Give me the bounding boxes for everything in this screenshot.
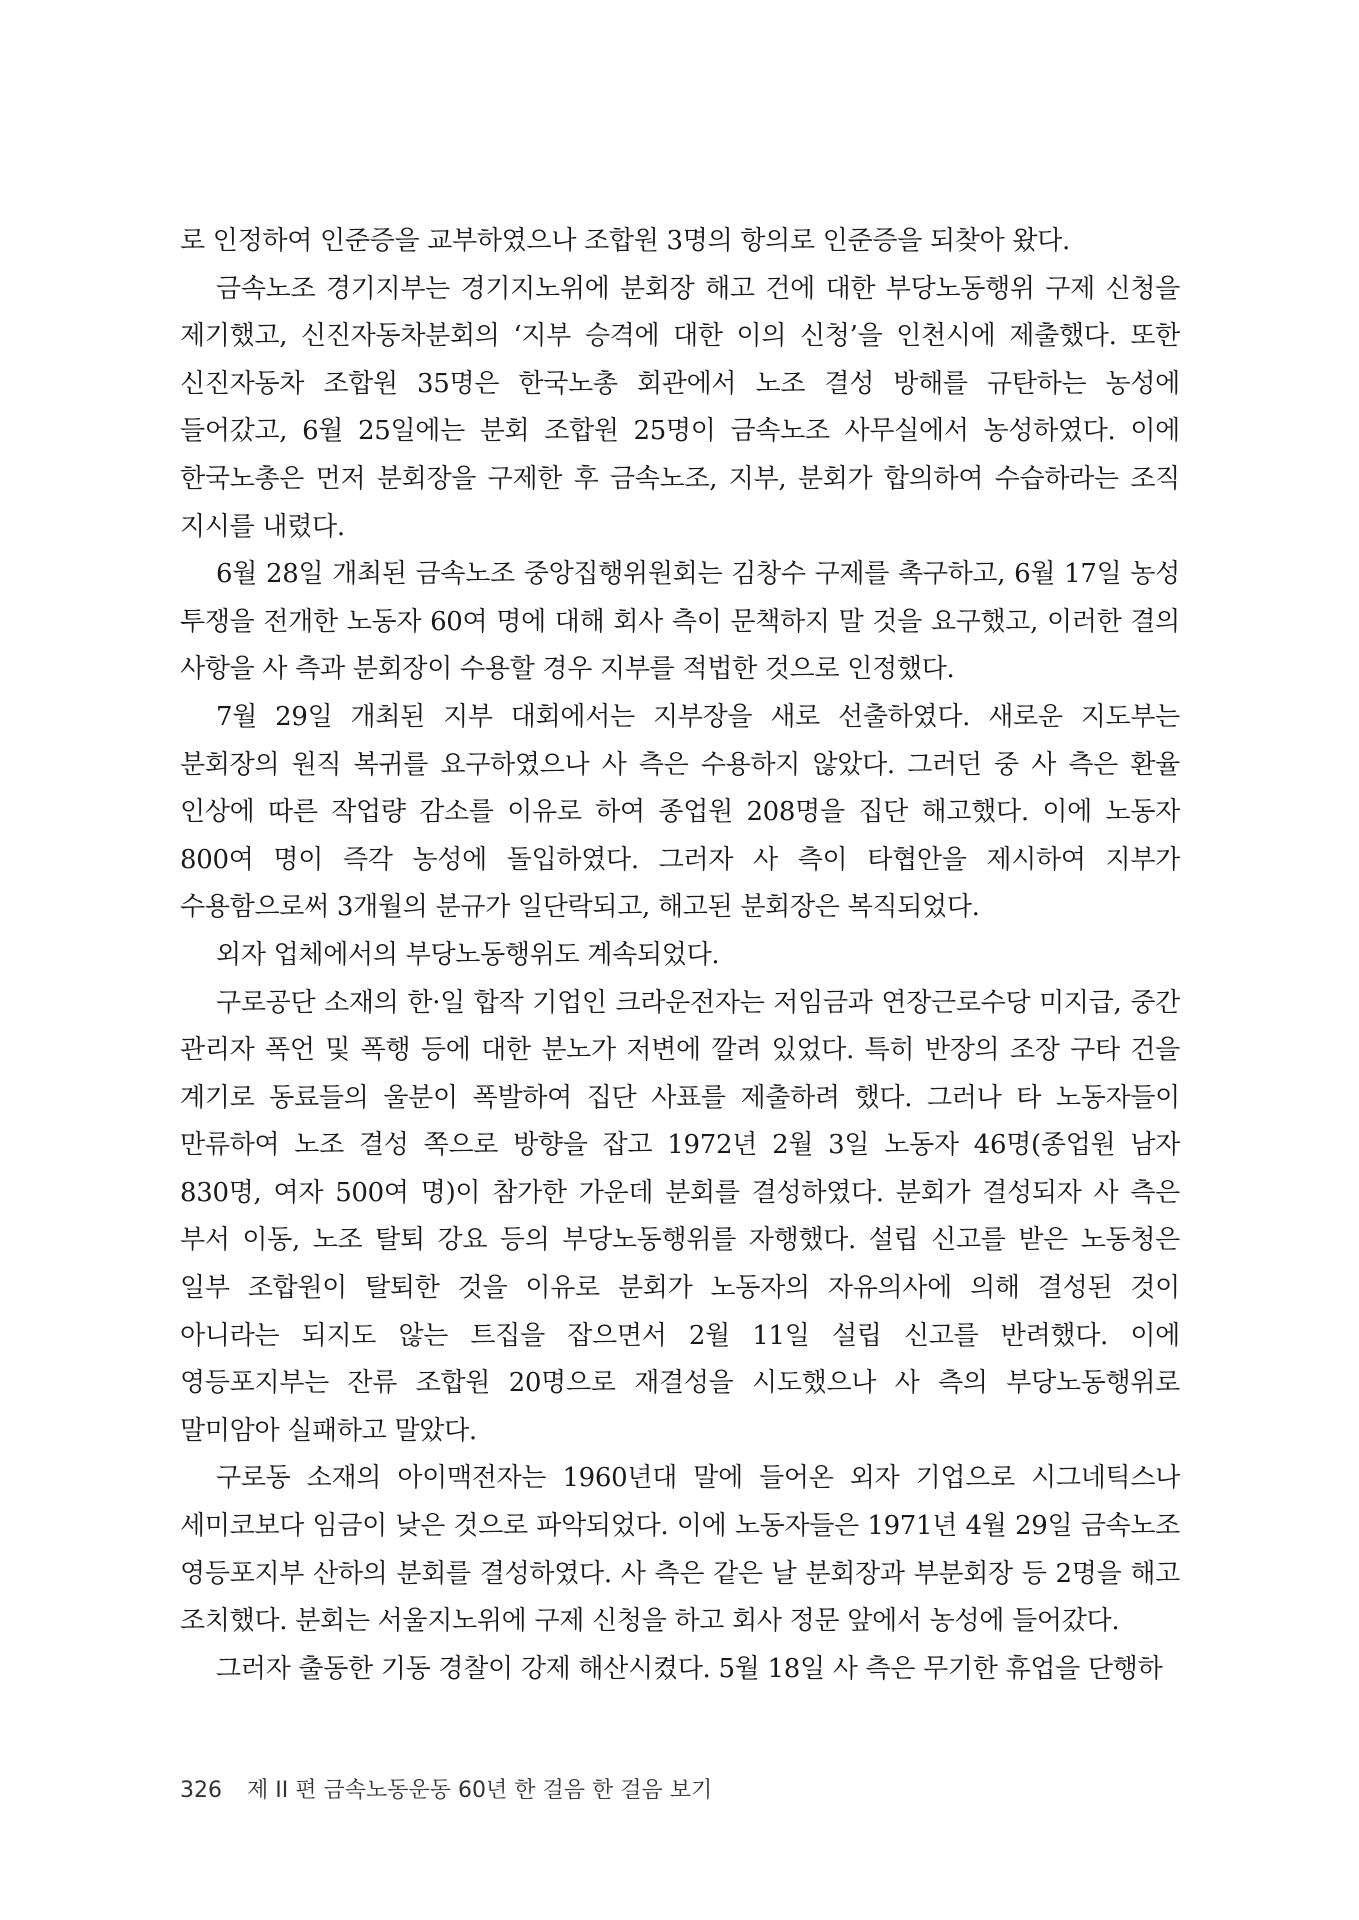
paragraph: 그러자 출동한 기동 경찰이 강제 해산시켰다. 5월 18일 사 측은 무기한 휴업을 단행하 bbox=[216, 1653, 1163, 1684]
page-number: 326 bbox=[180, 1778, 222, 1803]
paragraph: 외자 업체에서의 부당노동행위도 계속되었다. bbox=[216, 939, 720, 970]
paragraph: 금속노조 경기지부는 경기지노위에 분회장 해고 건에 대한 부당노동행위 구제 신청을 제기했고, 신진자동차분회의 ‘지부 승격에 대한 이의 신청’을 인천시에 제출했다. 또한 신진자동차 조합원 35명은 한국노총 회관에서 노조 결성 방해를 규탄하는 농성에 들어갔고, 6월 25일에는 분회 조합원 25명이 금속노조 사무실에서 농성하였다. 이에 한국노총은 먼저 분회장을 구제한 후 금속노조, 지부, 분회가 합의하여 수습하라는 조직 지시를 내렸다. bbox=[180, 273, 1180, 542]
running-title: 제 II 편 금속노동운동 60년 한 걸음 한 걸음 보기 bbox=[247, 1778, 713, 1803]
paragraph: 로 인정하여 인준증을 교부하였으나 조합원 3명의 항의로 인준증을 되찾아 왔다. bbox=[180, 226, 1071, 256]
paragraph: 7월 29일 개최된 지부 대회에서는 지부장을 새로 선출하였다. 새로운 지도부는 분회장의 원직 복귀를 요구하였으나 사 측은 수용하지 않았다. 그러던 중 사 측은 환율 인상에 따른 작업량 감소를 이유로 하여 종업원 208명을 집단 해고했다. 이에 노동자 800여 명이 즉각 농성에 돌입하였다. 그러자 사 측이 타협안을 제시하여 지부가 수용함으로써 3개월의 분규가 일단락되고, 해고된 분회장은 복직되었다. bbox=[180, 701, 1180, 923]
paragraph: 구로공단 소재의 한·일 합작 기업인 크라운전자는 저임금과 연장근로수당 미지급, 중간 관리자 폭언 및 폭행 등에 대한 분노가 저변에 깔려 있었다. 특히 반장의 조장 구타 건을 계기로 동료들의 울분이 폭발하여 집단 사표를 제출하려 했다. 그러나 타 노동자들이 만류하여 노조 결성 쪽으로 방향을 잡고 1972년 2월 3일 노동자 46명(종업원 남자 830명, 여자 500여 명)이 참가한 가운데 분회를 결성하였다. 분회가 결성되자 사 측은 부서 이동, 노조 탈퇴 강요 등의 부당노동행위를 자행했다. 설립 신고를 받은 노동청은 일부 조합원이 탈퇴한 것을 이유로 분회가 노동자의 자유의사에 의해 결성된 것이 아니라는 되지도 않는 트집을 잡으면서 2월 11일 설립 신고를 반려했다. 이에 영등포지부는 잔류 조합원 20명으로 재결성을 시도했으나 사 측의 부당노동행위로 말미암아 실패하고 말았다. bbox=[180, 987, 1180, 1446]
page-body bbox=[180, 218, 1180, 1693]
paragraph: 구로동 소재의 아이맥전자는 1960년대 말에 들어온 외자 기업으로 시그네틱스나 세미코보다 임금이 낮은 것으로 파악되었다. 이에 노동자들은 1971년 4월 29일 금속노조 영등포지부 산하의 분회를 결성하였다. 사 측은 같은 날 분회장과 부분회장 등 2명을 해고 조치했다. 분회는 서울지노위에 구제 신청을 하고 회사 정문 앞에서 농성에 들어갔다. bbox=[180, 1463, 1180, 1637]
paragraph: 6월 28일 개최된 금속노조 중앙집행위원회는 김창수 구제를 촉구하고, 6월 17일 농성 투쟁을 전개한 노동자 60여 명에 대해 회사 측이 문책하지 말 것을 요구했고, 이러한 결의 사항을 사 측과 분회장이 수용할 경우 지부를 적법한 것으로 인정했다. bbox=[180, 559, 1180, 685]
page-footer bbox=[180, 1773, 712, 1804]
